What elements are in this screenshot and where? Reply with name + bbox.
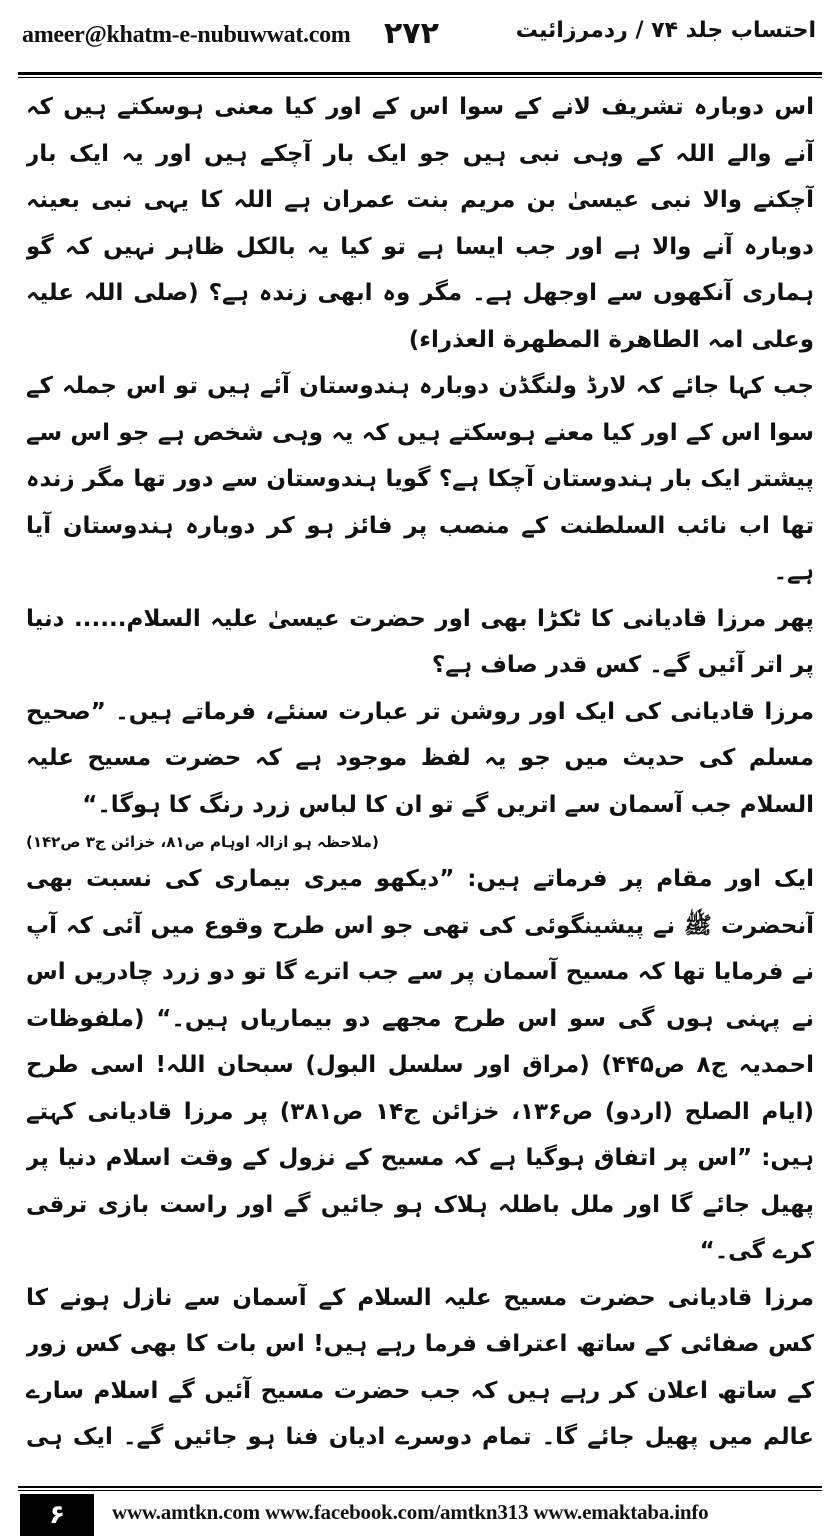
paragraph: جب کہا جائے کہ لارڈ ولنگڈن دوبارہ ہندوستان آئے ہیں تو اس جملہ کے سوا اس کے اور کیا معنے ہوسکتے ہیں کہ یہ وہی شخص ہے جو اس سے پیشتر ایک بار ہندوستان آچکا ہے؟ گویا ہندوستان سے دور تھا مگر زندہ تھا اب نائب السلطنت کے منصب پر فائز ہو کر دوبارہ ہندوستان آیا ہے۔ (26, 373, 814, 585)
header-email: ameer@khatm-e-nubuwwat.com (22, 22, 351, 48)
footer-links: www.amtkn.com www.facebook.com/amtkn313 www.emaktaba.info (112, 1500, 709, 1524)
paragraph: مرزا قادیانی حضرت مسیح علیہ السلام کے آسمان سے نازل ہونے کا کس صفائی کے ساتھ اعتراف فرما رہے ہیں! اس بات کا بھی کس زور کے ساتھ اعلان کر رہے ہیں کہ جب حضرت مسیح آئیں گے اسلام سارے عالم میں پھیل جائے گا۔ تمام دوسرے ادیان فنا ہو جائیں گے۔ ایک ہی (26, 1284, 814, 1450)
footer-rule-thin (18, 1490, 822, 1491)
page-number: ۲۷۲ (384, 16, 439, 51)
header-rule-thin (18, 77, 822, 78)
paragraph: اس دوبارہ تشریف لانے کے سوا اس کے اور کیا معنی ہوسکتے ہیں کہ آنے والے اللہ کے وہی نبی ہیں جو ایک بار آچکے ہیں اور یہ ایک بار آچکنے والا نبی عیسیٰ بن مریم بنت عمران ہے اللہ کا یہی نبی بعینہ دوبارہ آنے والا ہے اور جب ایسا ہے تو کیا یہ بالکل ظاہر نہیں کہ گو ہماری آنکھوں سے اوجھل ہے۔ مگر وہ ابھی زندہ ہے؟ (صلی اللہ علیہ وعلی امہ الطاهرة المطهرة العذراء) (26, 94, 814, 353)
paragraph: پھر مرزا قادیانی کا ٹکڑا بھی اور حضرت عیسیٰ علیہ السلام...... دنیا پر اتر آئیں گے۔ کس قدر صاف ہے؟ (26, 605, 814, 678)
footer-rule (18, 1486, 822, 1488)
citation: (ملاحظہ ہو ازالہ اوہام ص۸۱، خزائن ج۳ ص۱۴۲) (26, 833, 379, 851)
footer-page-marker: ۶ (20, 1494, 94, 1536)
book-title: احتساب جلد ۷۴ / ردمرزائیت (515, 18, 816, 43)
paragraph: ایک اور مقام پر فرماتے ہیں: ”دیکھو میری بیماری کی نسبت بھی آنحضرت ﷺ نے پیشینگوئی کی تھی جو اس طرح وقوع میں آئی کہ آپ نے فرمایا تھا کہ مسیح آسمان پر سے جب اترے گا تو دو زرد چادریں اس نے پہنی ہوں گی سو اس طرح مجھے دو بیماریاں ہیں۔“ (ملفوظات احمدیہ ج۸ ص۴۴۵) (مراق اور سلسل البول) سبحان اللہ! اسی طرح (ایام الصلح (اردو) ص۱۳۶، خزائن ج۱۴ ص۳۸۱) پر مرزا قادیانی کہتے ہیں: ”اس پر اتفاق ہوگیا ہے کہ مسیح کے نزول کے وقت اسلام دنیا پر پھیل جائے گا اور ملل باطلہ ہلاک ہو جائیں گے اور راست بازی ترقی کرے گی۔“ (26, 866, 814, 1264)
paragraph: مرزا قادیانی کی ایک اور روشن تر عبارت سنئے، فرماتے ہیں۔ ”صحیح مسلم کی حدیث میں جو یہ لفظ موجود ہے کہ حضرت مسیح علیہ السلام جب آسمان سے اتریں گے تو ان کا لباس زرد رنگ کا ہوگا۔“ (26, 698, 814, 818)
header-rule (18, 72, 822, 75)
page-body (26, 84, 814, 1470)
